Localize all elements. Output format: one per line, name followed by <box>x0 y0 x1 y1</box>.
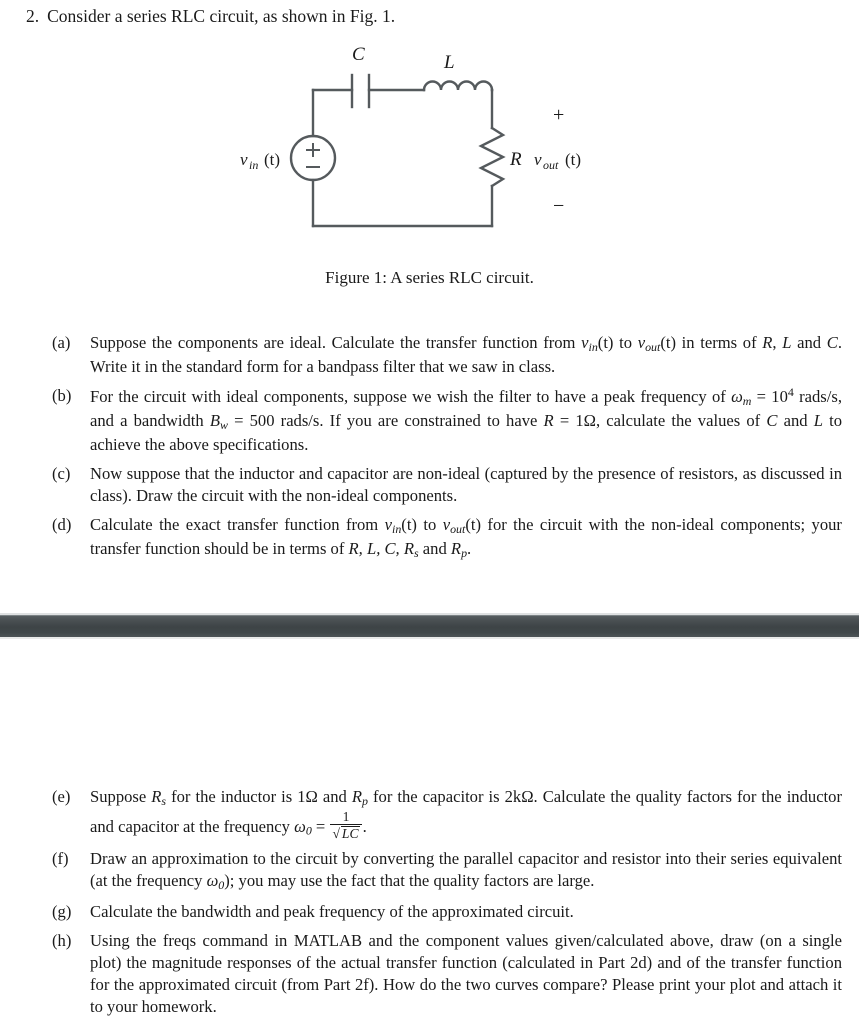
part-a-var-vout: v <box>637 333 646 352</box>
inductor-label: L <box>444 52 455 73</box>
radicand: LC <box>341 825 359 841</box>
part-b-text-6: and <box>777 410 814 430</box>
part-h-body: Using the freqs command in MATLAB and the component values given/calculated above, draw (on a single plot) the magnitude responses of the actual transfer function (calculated in Part 2d) and of the transfer function for the approximated circuit (from Part 2f). How do the two curves compare? Please print your plot and attach it to your homework. <box>90 930 842 1016</box>
output-voltage-arg: (t) <box>565 150 582 169</box>
part-f-var-omega0: ω <box>206 870 219 890</box>
part-f-text-1: Draw an approximation to the circuit by converting the parallel capacitor and resistor into their series equivalent (at the frequency <box>90 848 842 890</box>
part-e-var-rp-sub: p <box>362 793 368 808</box>
part-h-tag: (h) <box>52 930 72 950</box>
part-f-body <box>90 848 842 894</box>
part-b-var-omega-m: ω <box>731 386 743 406</box>
part-c-tag: (c) <box>52 463 71 483</box>
part-b-var-bw: B <box>209 410 220 430</box>
output-voltage-label <box>534 150 581 172</box>
part-a-var-vout-sub: out <box>645 339 661 354</box>
voltage-source-circle <box>291 136 335 180</box>
part-f-text-2: ); you may use the fact that the quality factors are large. <box>224 870 595 890</box>
part-a-var-r: R <box>762 333 773 352</box>
resistor-label: R <box>510 149 522 170</box>
output-voltage-symbol: v <box>534 150 542 169</box>
figure-caption: Figure 1: A series RLC circuit. <box>325 268 534 287</box>
part-a <box>52 332 842 378</box>
source-voltage-label <box>240 150 280 172</box>
part-a-tag: (a) <box>52 333 71 352</box>
part-e-text-2: for the inductor is 1Ω and <box>166 787 352 806</box>
part-b-text-7: to achieve the above specifications. <box>90 410 842 454</box>
part-b-text-4: = 500 rads/s. If you are constrained to have <box>227 410 544 430</box>
problem-number: 2. <box>26 6 40 26</box>
part-a-text-3: in terms of <box>676 333 763 352</box>
part-d-text-1: Calculate the exact transfer function from <box>90 514 385 534</box>
part-a-text-4: , <box>772 333 783 352</box>
part-e-var-rs-sub: s <box>161 793 167 808</box>
problem-statement: Consider a series RLC circuit, as shown in Fig. 1. <box>47 6 396 26</box>
part-e-text-3: for the capacitor is 2kΩ. Calculate the quality factors for the inductor and capacitor at the frequency <box>90 787 842 836</box>
part-e-text-5: . <box>362 816 367 836</box>
capacitor-label: C <box>352 44 365 65</box>
part-e-tag: (e) <box>52 787 71 806</box>
part-a-var-vin-sub: in <box>588 339 598 354</box>
divider-highlight-bottom <box>0 637 859 639</box>
part-b-text-1: For the circuit with ideal components, suppose we wish the filter to have a peak frequency of <box>90 386 732 406</box>
inductor-coils <box>424 82 492 91</box>
part-d-text-5: . <box>467 538 472 558</box>
output-voltage-subscript: out <box>543 158 559 172</box>
source-voltage-arg: (t) <box>264 150 281 169</box>
circuit-diagram-svg <box>0 36 859 251</box>
part-d-var-vin-arg: (t) <box>401 514 417 534</box>
part-b-var-omega-m-sub: m <box>742 393 752 408</box>
part-f <box>52 848 842 894</box>
parts-list-upper <box>52 332 842 569</box>
part-f-tag: (f) <box>52 848 69 868</box>
part-b-var-bw-sub: w <box>219 417 228 432</box>
part-e-fraction <box>330 810 361 841</box>
part-a-var-vin: v <box>581 333 589 352</box>
fraction-denominator <box>330 825 361 841</box>
part-d-var-vout-arg: (t) <box>465 514 482 534</box>
output-plus-sign: + <box>553 104 565 126</box>
part-a-text-6: . Write it in the standard form for a bandpass filter that we saw in class. <box>90 333 842 376</box>
part-e-body <box>90 786 842 841</box>
radical-sign: √ <box>332 825 340 841</box>
part-d-var-vout-sub: out <box>450 521 466 536</box>
source-voltage-symbol: v <box>240 150 248 169</box>
part-b-var-l: L <box>813 410 823 430</box>
part-g-body: Calculate the bandwidth and peak frequency of the approximated circuit. <box>90 901 574 921</box>
fraction-numerator: 1 <box>330 810 361 825</box>
part-a-text-5: and <box>791 333 827 352</box>
part-g <box>52 901 842 923</box>
part-a-var-vin-arg: (t) <box>597 333 614 352</box>
part-g-tag: (g) <box>52 901 72 921</box>
part-e-text-4: = <box>311 816 330 836</box>
part-d-var-vin-sub: in <box>392 521 402 536</box>
part-d-text-2: to <box>416 514 443 534</box>
part-b <box>52 385 842 456</box>
part-a-var-vout-arg: (t) <box>660 333 677 352</box>
part-b-text-3: rads/s, and a bandwidth <box>90 386 842 430</box>
part-d-var-rp: R <box>450 538 462 558</box>
resistor-zigzag <box>481 128 503 186</box>
source-voltage-subscript: in <box>249 158 259 172</box>
part-d-text-3: for the circuit with the non-ideal components; your transfer function should be in terms of <box>90 514 842 558</box>
part-a-var-l: L <box>782 333 792 352</box>
part-d <box>52 514 842 562</box>
part-b-var-c: C <box>766 410 778 430</box>
parts-list-lower <box>52 786 842 1025</box>
part-a-var-c: C <box>826 333 838 352</box>
part-c <box>52 463 842 507</box>
problem-heading <box>26 5 395 29</box>
circuit-figure <box>0 36 859 251</box>
output-minus-sign: − <box>553 195 565 217</box>
part-d-var-list: R, L, C, R <box>348 538 414 558</box>
part-e-var-omega0: ω <box>294 816 306 836</box>
part-e-var-rs: R <box>151 787 162 806</box>
part-c-body: Now suppose that the inductor and capacitor are non-ideal (captured by the presence of resistors, as discussed in class). Draw the circuit with the non-ideal components. <box>90 463 842 505</box>
part-d-tag: (d) <box>52 514 72 534</box>
page-break-divider <box>0 613 859 639</box>
source-polarity <box>306 143 320 167</box>
part-b-var-r: R <box>543 410 554 430</box>
part-d-var-rp-sub: p <box>461 545 468 560</box>
part-b-text-2: = 10 <box>751 386 788 406</box>
part-a-body <box>90 332 842 378</box>
part-e-var-omega0-sub: 0 <box>305 823 312 838</box>
part-f-var-omega0-sub: 0 <box>218 877 225 892</box>
part-b-exponent: 4 <box>787 384 794 399</box>
part-d-var-vout: v <box>442 514 451 534</box>
part-e <box>52 786 842 841</box>
part-d-body <box>90 514 842 562</box>
part-b-text-5: = 1Ω, calculate the values of <box>553 410 767 430</box>
part-b-body <box>90 385 842 456</box>
part-d-var-vin: v <box>384 514 392 534</box>
part-a-text-1: Suppose the components are ideal. Calculate the transfer function from <box>90 333 582 352</box>
part-b-tag: (b) <box>52 385 72 405</box>
part-d-text-4: and <box>418 538 451 558</box>
divider-bar <box>0 615 859 638</box>
part-d-var-rs-sub: s <box>414 545 419 560</box>
part-a-text-2: to <box>613 333 638 352</box>
part-e-text-1: Suppose <box>90 787 152 806</box>
part-h <box>52 930 842 1018</box>
part-e-var-rp: R <box>351 787 363 806</box>
